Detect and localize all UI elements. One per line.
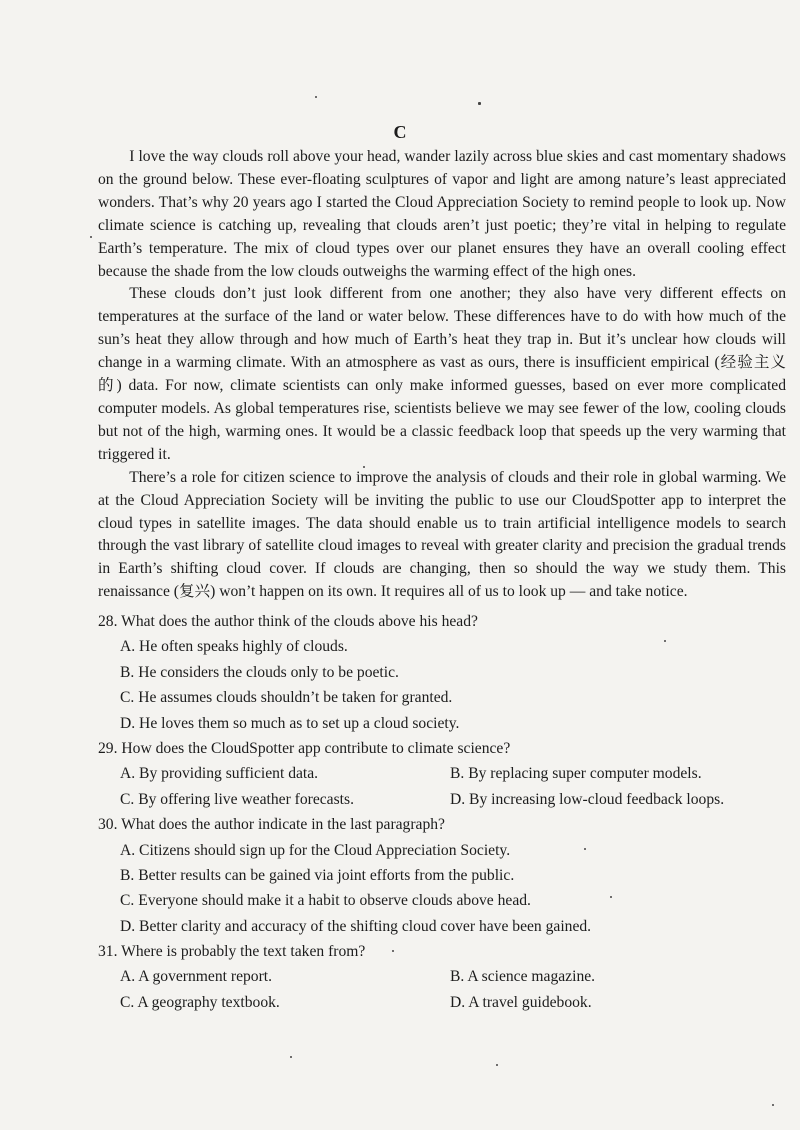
passage-paragraph: These clouds don’t just look different from one another; they also have very different effects on temperatures at the surface of the land or water below. These differences have to do with how much of the sun’s heat they allow through and how much of Earth’s heat they trap in. But it’s unclear how clouds will change in a warming climate. With an atmosphere as vast as ours, there is insufficient empirical (经验主义的) data. For now, climate scientists can only make informed guesses, based on ever more complicated computer models. As global temperatures rise, scientists believe we may see fewer of the low, cooling clouds but not of the high, warming ones. It would be a classic feedback loop that speeds up the very warming that triggered it. bbox=[98, 285, 786, 463]
option-b: B. Better results can be gained via joint efforts from the public. bbox=[120, 866, 515, 884]
option-row bbox=[98, 787, 786, 812]
question-stem: 29. How does the CloudSpotter app contribute to climate science? bbox=[98, 739, 511, 757]
question-list bbox=[98, 609, 786, 1015]
question-stem: 31. Where is probably the text taken from? bbox=[98, 943, 366, 961]
passage-paragraph: There’s a role for citizen science to improve the analysis of clouds and their role in global warming. We at the Cloud Appreciation Society will be inviting the public to use our CloudSpotter app to interpret the cloud types in satellite images. The data should enable us to train artificial intelligence models to search through the vast library of satellite cloud images to reveal with greater clarity and precision the gradual trends in Earth’s shifting cloud cover. If clouds are changing, then so should the way we study them. This renaissance (复兴) won’t happen on its own. It requires all of us to look up — and take notice. bbox=[98, 468, 786, 601]
option-row bbox=[98, 964, 786, 989]
option-c: C. A geography textbook. bbox=[120, 993, 280, 1011]
passage-paragraph: I love the way clouds roll above your head, wander lazily across blue skies and cast momentary shadows on the ground below. These ever-floating sculptures of vapor and light are among nature’s least appreciated wonders. That’s why 20 years ago I started the Cloud Appreciation Society to remind people to look up. Now climate science is catching up, revealing that clouds aren’t just poetic; they’re vital in helping to regulate Earth’s temperature. The mix of cloud types over our planet ensures they have an overall cooling effect because the shade from the low clouds outweighs the warming effect of the high ones. bbox=[98, 148, 786, 280]
scan-speck bbox=[478, 102, 481, 105]
reading-passage bbox=[98, 146, 786, 604]
option-a: A. By providing sufficient data. bbox=[120, 765, 319, 783]
section-heading: C bbox=[393, 122, 407, 142]
scan-speck bbox=[90, 236, 92, 238]
scan-speck bbox=[772, 1104, 774, 1106]
scan-speck bbox=[496, 1064, 498, 1066]
option-b: B. A science magazine. bbox=[450, 968, 596, 986]
question-29 bbox=[98, 736, 786, 812]
scan-speck bbox=[315, 96, 317, 98]
option-row bbox=[98, 990, 786, 1015]
scan-speck bbox=[290, 1056, 292, 1058]
question-28 bbox=[98, 609, 786, 736]
option-c: C. By offering live weather forecasts. bbox=[120, 790, 354, 808]
option-c: C. Everyone should make it a habit to observe clouds above head. bbox=[120, 892, 531, 910]
option-a: A. A government report. bbox=[120, 968, 273, 986]
option-c: C. He assumes clouds shouldn’t be taken for granted. bbox=[120, 689, 453, 707]
option-row bbox=[98, 761, 786, 786]
question-stem: 30. What does the author indicate in the last paragraph? bbox=[98, 816, 445, 834]
question-30 bbox=[98, 812, 786, 939]
question-31 bbox=[98, 939, 786, 1015]
option-b: B. He considers the clouds only to be poetic. bbox=[120, 663, 399, 681]
question-stem: 28. What does the author think of the clouds above his head? bbox=[98, 613, 478, 630]
option-b: B. By replacing super computer models. bbox=[450, 765, 702, 783]
option-a: A. Citizens should sign up for the Cloud Appreciation Society. bbox=[120, 841, 511, 859]
option-d: D. A travel guidebook. bbox=[450, 993, 592, 1011]
option-d: D. He loves them so much as to set up a cloud society. bbox=[120, 714, 460, 732]
option-a: A. He often speaks highly of clouds. bbox=[120, 638, 348, 656]
option-d: D. Better clarity and accuracy of the shifting cloud cover have been gained. bbox=[120, 917, 592, 935]
option-d: D. By increasing low-cloud feedback loops. bbox=[450, 790, 725, 808]
